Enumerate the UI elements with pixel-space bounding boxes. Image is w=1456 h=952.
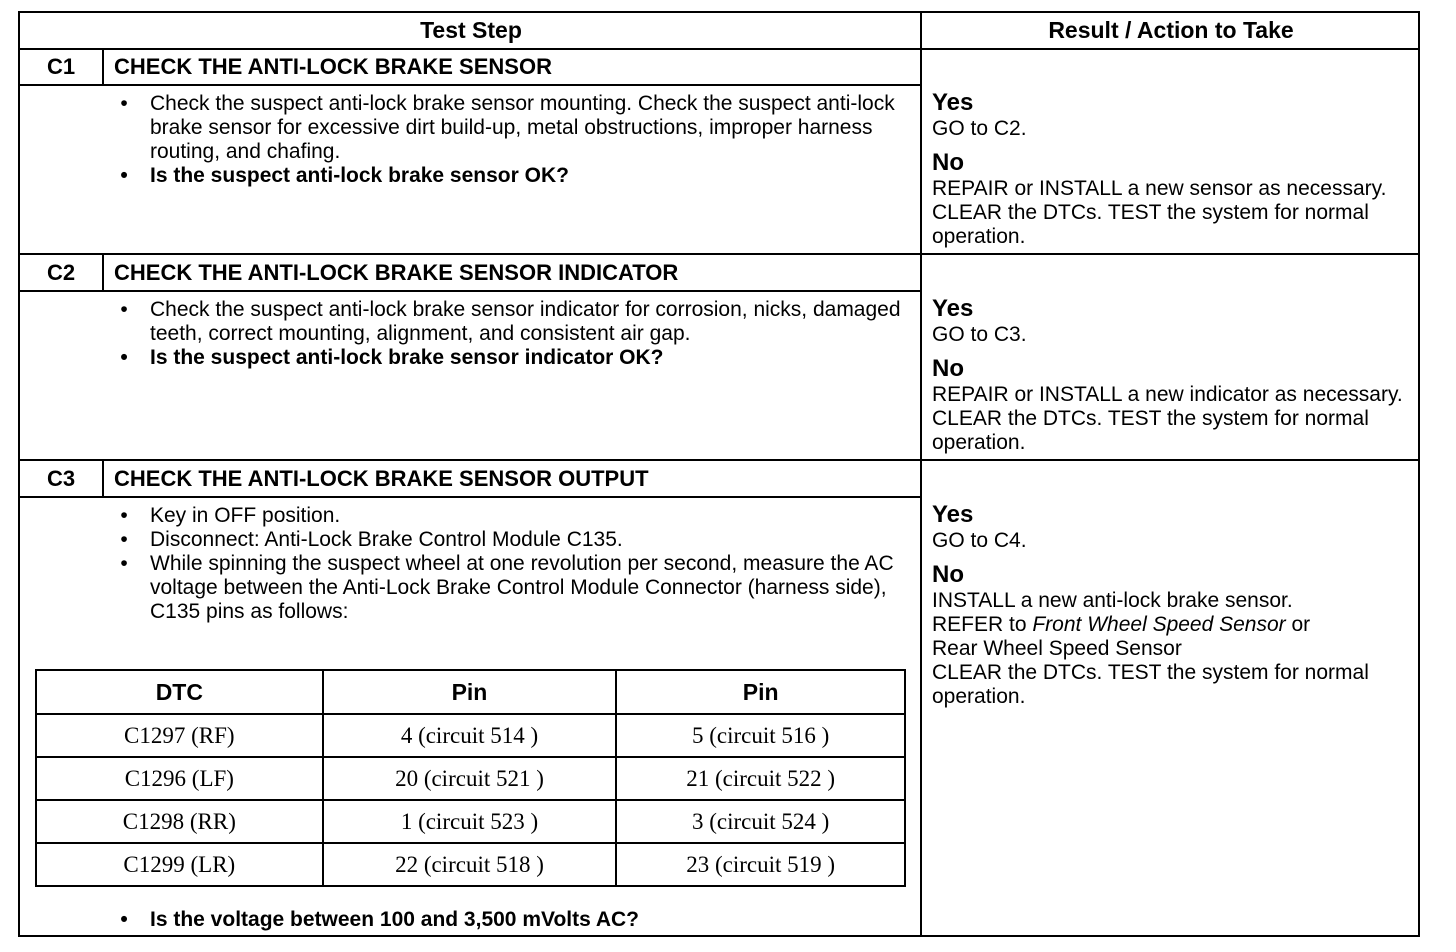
- front-sensor-reference: Front Wheel Speed Sensor: [1032, 613, 1286, 636]
- test-step-header: Test Step: [420, 17, 522, 43]
- column-divider: [920, 13, 922, 935]
- table-cell: 23 (circuit 519 ): [616, 843, 905, 886]
- step-title-c1: CHECK THE ANTI-LOCK BRAKE SENSOR: [114, 54, 552, 79]
- table-cell: C1296 (LF): [36, 757, 323, 800]
- list-item: • Is the suspect anti-lock brake sensor OK?: [114, 164, 904, 188]
- step-title-c3: CHECK THE ANTI-LOCK BRAKE SENSOR OUTPUT: [114, 466, 649, 491]
- column-header-dtc: DTC: [36, 670, 323, 714]
- list-item: • Disconnect: Anti-Lock Brake Control Module C135.: [114, 528, 904, 552]
- result-c3: [932, 501, 1412, 709]
- table-row: [36, 757, 905, 800]
- bullet-icon: •: [120, 528, 128, 551]
- no-label: No: [932, 561, 964, 588]
- step-id-c3: C3: [46, 466, 76, 491]
- no-action-line-2: REFER to Front Wheel Speed Sensor or: [932, 613, 1311, 636]
- step-c2-bullets: [114, 298, 904, 370]
- list-item: • While spinning the suspect wheel at one revolution per second, measure the AC voltage between the Anti-Lock Brake Control Module Connector (harness side), C135 pins as follows:: [114, 552, 904, 624]
- pin-table: [35, 669, 906, 887]
- c1-title-underline: [20, 84, 920, 86]
- table-cell: C1299 (LR): [36, 843, 323, 886]
- column-header-pin: Pin: [616, 670, 905, 714]
- list-item: • Is the voltage between 100 and 3,500 mVolts AC?: [114, 908, 904, 932]
- bullet-icon: •: [120, 298, 128, 321]
- column-header-pin: Pin: [323, 670, 617, 714]
- c2-id-divider: [102, 254, 104, 291]
- table-cell: 4 (circuit 514 ): [323, 714, 617, 757]
- step-c3-question: [114, 908, 904, 932]
- result-c1: [932, 89, 1412, 249]
- test-procedure-table: [18, 11, 1420, 937]
- yes-label: Yes: [932, 295, 974, 322]
- no-action: REPAIR or INSTALL a new indicator as necessary. CLEAR the DTCs. TEST the system for normal operation.: [932, 383, 1403, 454]
- table-row: [36, 714, 905, 757]
- c1-id-divider: [102, 48, 104, 85]
- bullet-icon: •: [120, 346, 128, 369]
- no-action-line-4: CLEAR the DTCs. TEST the system for normal operation.: [932, 661, 1369, 708]
- yes-action: GO to C3.: [932, 323, 1027, 346]
- no-action-line-1: INSTALL a new anti-lock brake sensor.: [932, 589, 1293, 612]
- step-c1-bullets: [114, 92, 904, 188]
- step-id-c1: C1: [46, 54, 76, 79]
- table-cell: 5 (circuit 516 ): [616, 714, 905, 757]
- table-cell: C1297 (RF): [36, 714, 323, 757]
- c3-title-underline: [20, 496, 920, 498]
- no-label: No: [932, 355, 964, 382]
- table-cell: 3 (circuit 524 ): [616, 800, 905, 843]
- table-header-row: [36, 670, 905, 714]
- step-id-c2: C2: [46, 260, 76, 285]
- yes-label: Yes: [932, 501, 974, 528]
- table-cell: 22 (circuit 518 ): [323, 843, 617, 886]
- row-separator: [20, 253, 1420, 255]
- bullet-icon: •: [120, 504, 128, 527]
- table-header-row: [20, 13, 1418, 50]
- no-action-line-3: Rear Wheel Speed Sensor: [932, 637, 1182, 660]
- bullet-icon: •: [120, 552, 128, 575]
- step-c3-bullets: [114, 504, 904, 624]
- yes-action: GO to C4.: [932, 529, 1027, 552]
- table-cell: 1 (circuit 523 ): [323, 800, 617, 843]
- result-c2: [932, 295, 1412, 455]
- list-item: • Is the suspect anti-lock brake sensor indicator OK?: [114, 346, 904, 370]
- bullet-icon: •: [120, 164, 128, 187]
- table-row: [36, 843, 905, 886]
- yes-action: GO to C2.: [932, 117, 1027, 140]
- row-separator: [20, 459, 1420, 461]
- bullet-icon: •: [120, 908, 128, 931]
- step-title-c2: CHECK THE ANTI-LOCK BRAKE SENSOR INDICATOR: [114, 260, 679, 285]
- c3-id-divider: [102, 460, 104, 497]
- table-cell: 21 (circuit 522 ): [616, 757, 905, 800]
- table-cell: C1298 (RR): [36, 800, 323, 843]
- list-item: • Check the suspect anti-lock brake sensor indicator for corrosion, nicks, damaged teeth, correct mounting, alignment, and consistent air gap.: [114, 298, 904, 346]
- c2-title-underline: [20, 290, 920, 292]
- bullet-icon: •: [120, 92, 128, 115]
- table-row: [36, 800, 905, 843]
- no-action: REPAIR or INSTALL a new sensor as necessary. CLEAR the DTCs. TEST the system for normal operation.: [932, 177, 1387, 248]
- list-item: • Key in OFF position.: [114, 504, 904, 528]
- list-item: • Check the suspect anti-lock brake sensor mounting. Check the suspect anti-lock brake sensor for excessive dirt build-up, metal obstructions, improper harness routing, and chafing.: [114, 92, 904, 164]
- yes-label: Yes: [932, 89, 974, 116]
- result-action-header: Result / Action to Take: [1048, 17, 1294, 43]
- no-label: No: [932, 149, 964, 176]
- table-cell: 20 (circuit 521 ): [323, 757, 617, 800]
